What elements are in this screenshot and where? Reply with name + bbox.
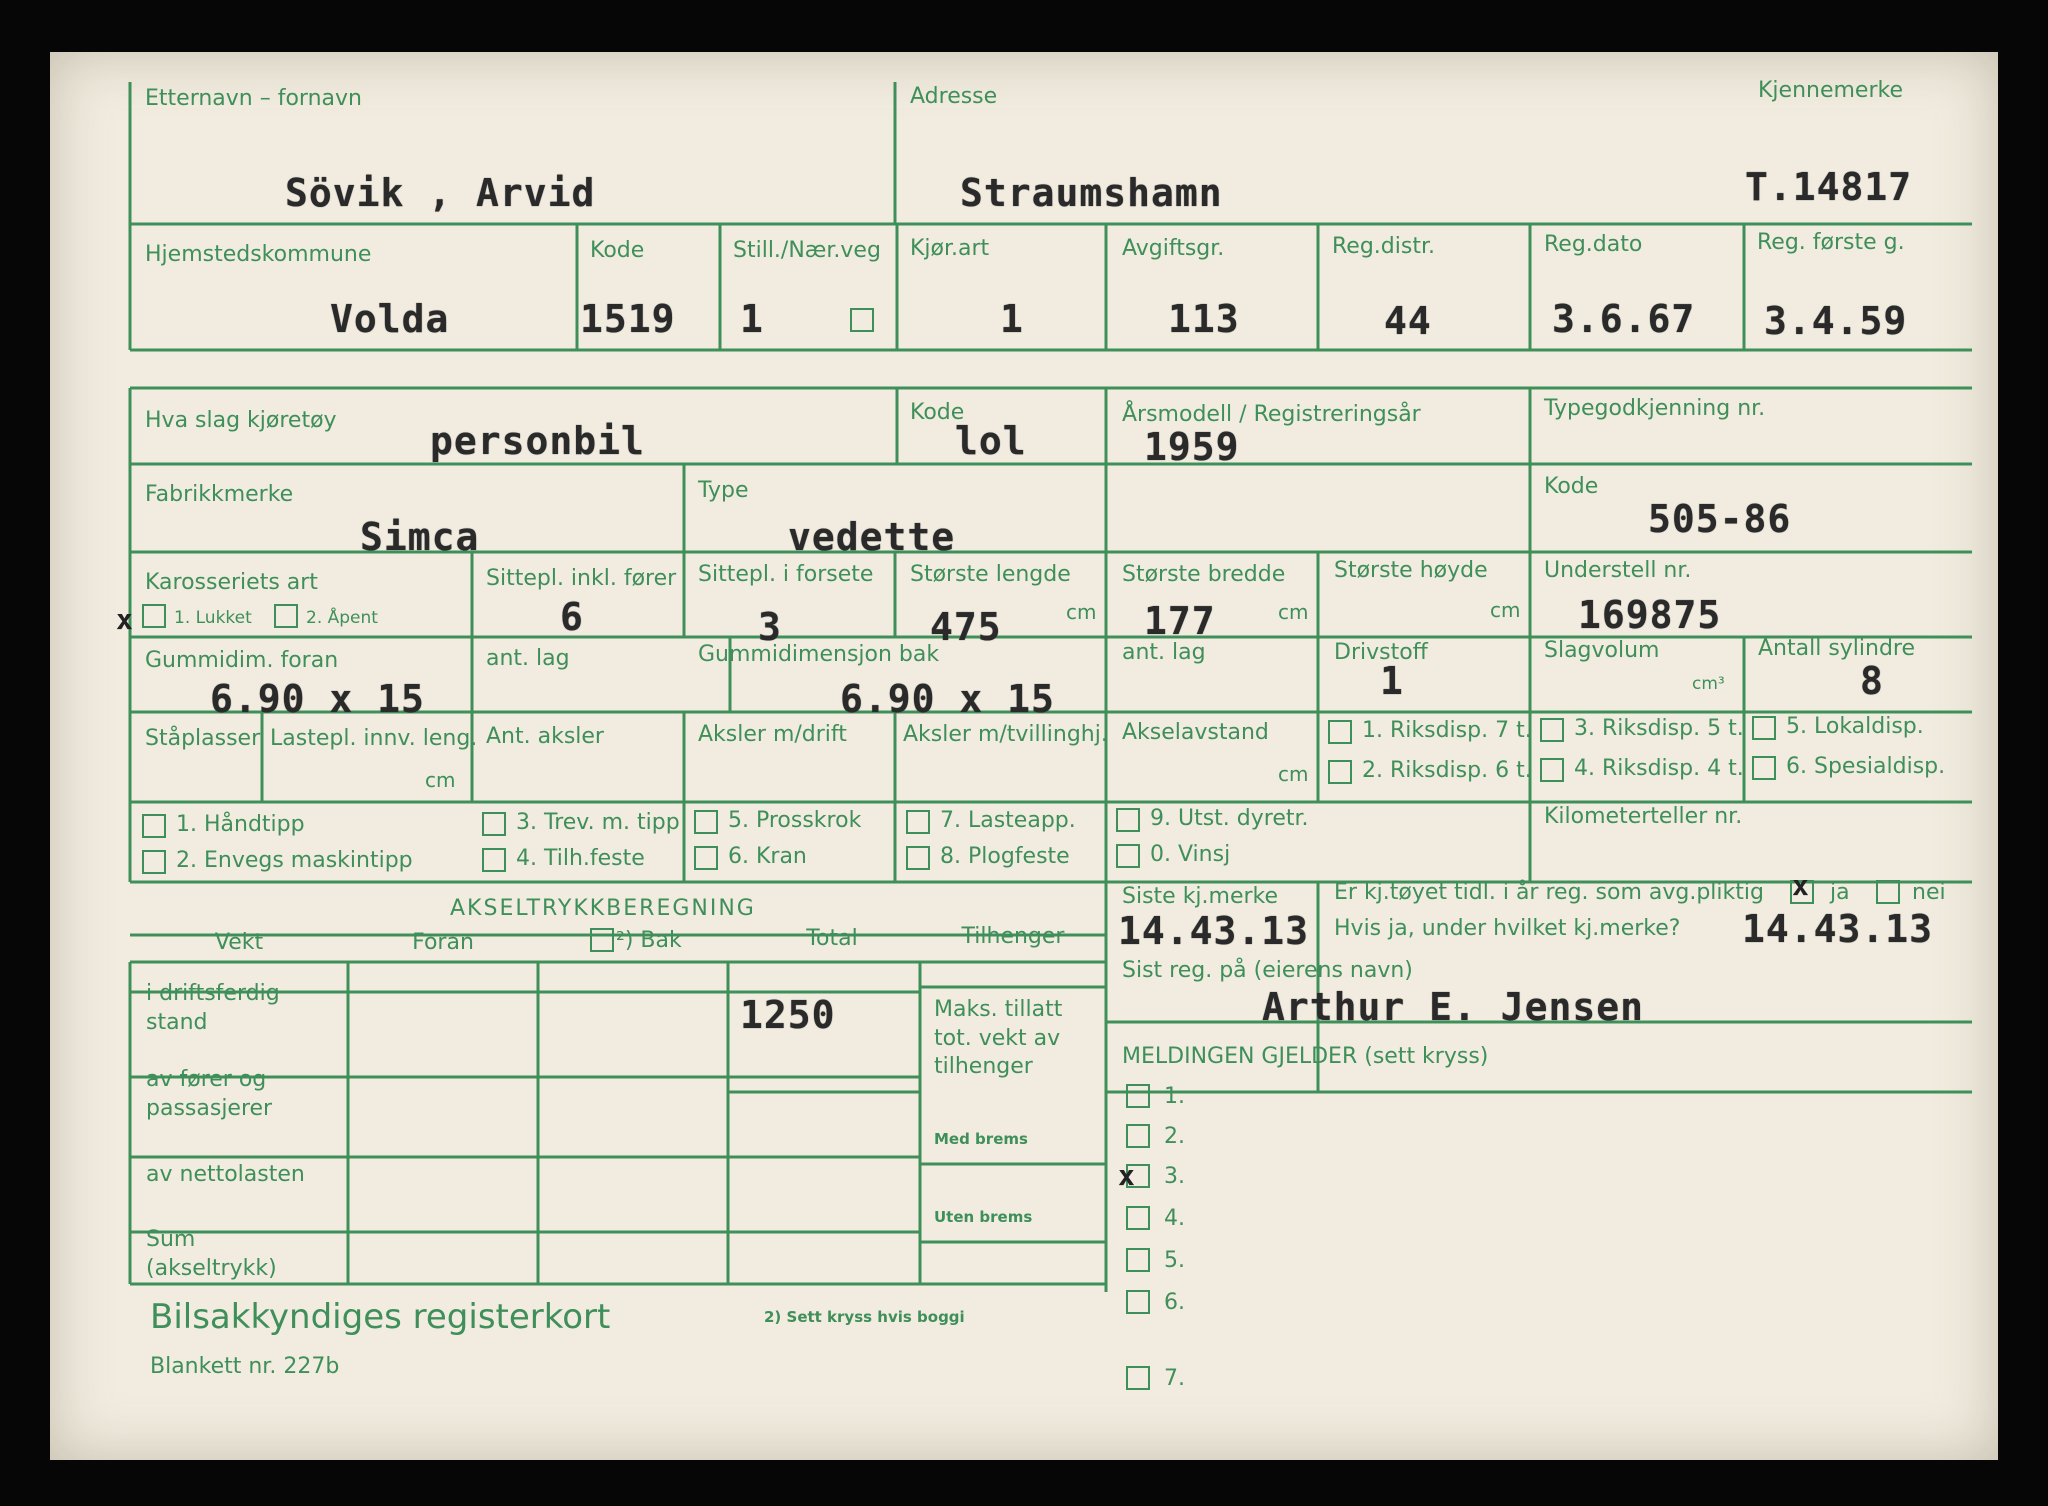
regmark-label: Kjennemerke	[1758, 78, 1903, 103]
front-seats-label: Sittepl. i forsete	[698, 562, 874, 587]
length-unit: cm	[1066, 600, 1097, 624]
eq6-label: 6. Kran	[728, 844, 807, 869]
disp4-label: 4. Riksdisp. 4 t.	[1574, 756, 1744, 781]
axle-col-weight: Vekt	[214, 930, 264, 955]
feegroup-label: Avgiftsgr.	[1122, 236, 1225, 261]
cylinders-label: Antall sylindre	[1758, 636, 1916, 661]
notice-4-checkbox[interactable]	[1126, 1206, 1150, 1230]
wheelbase-label: Akselavstand	[1122, 720, 1269, 745]
footnote: 2) Sett kryss hvis boggi	[764, 1308, 965, 1326]
prev-reg-question: Er kj.tøyet tidl. i år reg. som avg.pliktig	[1334, 880, 1764, 905]
width-label: Største bredde	[1122, 562, 1286, 587]
height-label: Største høyde	[1334, 558, 1488, 583]
footer-form-number: Blankett nr. 227b	[150, 1354, 340, 1379]
driven-axles-label: Aksler m/drift	[698, 722, 847, 747]
code-value: 1519	[580, 297, 676, 341]
eq9-label: 9. Utst. dyretr.	[1150, 806, 1309, 831]
trailer-brake-label: Med brems	[934, 1130, 1028, 1148]
disp4-checkbox[interactable]	[1540, 758, 1564, 782]
displacement-label: Slagvolum	[1544, 638, 1660, 663]
type-label: Type	[698, 478, 749, 503]
last-mark-label: Siste kj.merke	[1122, 884, 1279, 909]
chassis-label: Understell nr.	[1544, 558, 1692, 583]
disp1-label: 1. Riksdisp. 7 t.	[1362, 718, 1532, 743]
axle-table-title: AKSELTRYKKBEREGNING	[450, 896, 756, 921]
type-approval-label: Typegodkjenning nr.	[1544, 396, 1766, 421]
which-mark-value: 14.43.13	[1742, 907, 1934, 951]
regdate-value: 3.6.67	[1552, 297, 1696, 341]
cargo-length-unit: cm	[425, 768, 456, 792]
prev-reg-no-checkbox[interactable]	[1876, 880, 1900, 904]
disp2-checkbox[interactable]	[1328, 760, 1352, 784]
trailer-max-label: Maks. tillatt tot. vekt av tilhenger	[934, 997, 1063, 1080]
firstreg-value: 3.4.59	[1764, 299, 1908, 343]
regmark-value: T.14817	[1745, 165, 1913, 209]
disp1-checkbox[interactable]	[1328, 720, 1352, 744]
surname-label: Etternavn – fornavn	[145, 86, 362, 111]
disp6-label: 6. Spesialdisp.	[1786, 754, 1946, 779]
eq9-checkbox[interactable]	[1116, 808, 1140, 832]
width-unit: cm	[1278, 600, 1309, 624]
notice-1-label: 1.	[1164, 1084, 1185, 1109]
notice-2-label: 2.	[1164, 1124, 1185, 1149]
eq1-checkbox[interactable]	[142, 814, 166, 838]
notice-3-label: 3.	[1164, 1164, 1185, 1189]
eq2-checkbox[interactable]	[142, 850, 166, 874]
wheelbase-unit: cm	[1278, 762, 1309, 786]
address-label: Adresse	[910, 84, 998, 109]
eq2-label: 2. Envegs maskintipp	[176, 848, 413, 873]
notice-6-checkbox[interactable]	[1126, 1290, 1150, 1314]
length-value: 475	[930, 605, 1002, 649]
axle-col-total: Total	[806, 926, 858, 951]
disp3-label: 3. Riksdisp. 5 t.	[1574, 716, 1744, 741]
eq0-label: 0. Vinsj	[1150, 842, 1231, 867]
make-value: Simca	[360, 515, 480, 559]
axle-row-driver: av fører og passasjerer	[146, 1067, 273, 1121]
eq5-label: 5. Prosskrok	[728, 808, 862, 833]
tyre-front-label: Gummidim. foran	[145, 648, 339, 673]
seats-label: Sittepl. inkl. fører	[486, 566, 677, 591]
body-mark: x	[116, 603, 133, 636]
axle-row-net: av nettolasten	[146, 1162, 305, 1187]
disp6-checkbox[interactable]	[1752, 756, 1776, 780]
disp3-checkbox[interactable]	[1540, 718, 1564, 742]
feegroup-value: 113	[1168, 297, 1240, 341]
eq3-checkbox[interactable]	[482, 812, 506, 836]
fuel-value: 1	[1380, 659, 1404, 703]
body-open-label: 2. Åpent	[306, 608, 378, 628]
body-closed-checkbox[interactable]	[142, 604, 166, 628]
axle-total-ready-value: 1250	[740, 993, 836, 1037]
notice-7-checkbox[interactable]	[1126, 1366, 1150, 1390]
ply-rear-label: ant. lag	[1122, 640, 1206, 665]
odometer-label: Kilometerteller nr.	[1544, 804, 1743, 829]
municipality-label: Hjemstedskommune	[145, 242, 372, 267]
drivetype-label: Kjør.art	[910, 236, 990, 261]
length-label: Største lengde	[910, 562, 1071, 587]
name-value: Sövik , Arvid	[285, 171, 596, 215]
vehicle-code-label: Kode	[910, 400, 965, 425]
last-mark-value: 14.43.13	[1118, 909, 1310, 953]
eq4-label: 4. Tilh.feste	[516, 846, 645, 871]
eq7-checkbox[interactable]	[906, 810, 930, 834]
eq7-label: 7. Lasteapp.	[940, 808, 1076, 833]
notice-3-mark: x	[1118, 1159, 1135, 1192]
ply-front-label: ant. lag	[486, 646, 570, 671]
notice-6-label: 6.	[1164, 1290, 1185, 1315]
axle-col-trailer: Tilhenger	[961, 924, 1065, 949]
disp5-checkbox[interactable]	[1752, 716, 1776, 740]
disp2-label: 2. Riksdisp. 6 t.	[1362, 758, 1532, 783]
position-value: 1	[740, 297, 764, 341]
eq3-label: 3. Trev. m. tipp	[516, 810, 680, 835]
vehicle-kind-value: personbil	[430, 419, 645, 463]
vehicle-kind-label: Hva slag kjøretøy	[145, 408, 337, 433]
eq8-label: 8. Plogfeste	[940, 844, 1070, 869]
body-open-checkbox[interactable]	[274, 604, 298, 628]
bogie-checkbox[interactable]	[590, 928, 614, 952]
last-owner-value: Arthur E. Jensen	[1262, 985, 1645, 1029]
prev-reg-mark: x	[1792, 869, 1809, 902]
last-owner-label: Sist reg. på (eierens navn)	[1122, 958, 1413, 983]
axle-col-front: Foran	[412, 930, 474, 955]
disp5-label: 5. Lokaldisp.	[1786, 714, 1924, 739]
body-closed-label: 1. Lukket	[174, 608, 252, 628]
type-code-value: 505-86	[1648, 497, 1792, 541]
body-label: Karosseriets art	[145, 570, 318, 595]
axle-col-rear: ²) Bak	[616, 928, 682, 953]
height-unit: cm	[1490, 598, 1521, 622]
eq1-label: 1. Håndtipp	[176, 812, 305, 837]
footer-title: Bilsakkyndiges registerkort	[150, 1297, 611, 1337]
width-value: 177	[1144, 599, 1216, 643]
position-label: Still./Nær.veg	[733, 238, 881, 263]
eq8-checkbox[interactable]	[906, 846, 930, 870]
front-seats-value: 3	[758, 605, 782, 649]
axles-label: Ant. aksler	[486, 724, 604, 749]
axle-row-ready: i driftsferdig stand	[146, 981, 280, 1035]
model-year-label: Årsmodell / Registreringsår	[1122, 402, 1421, 427]
regdate-label: Reg.dato	[1544, 232, 1643, 257]
regdistrict-value: 44	[1384, 299, 1432, 343]
eq0-checkbox[interactable]	[1116, 844, 1140, 868]
eq5-checkbox[interactable]	[694, 810, 718, 834]
standing-label: Ståplasser	[145, 726, 261, 751]
address-value: Straumshamn	[960, 171, 1223, 215]
fuel-label: Drivstoff	[1334, 640, 1428, 665]
registration-card	[50, 52, 1998, 1460]
model-year-value: 1959	[1144, 425, 1240, 469]
tyre-rear-label: Gummidimensjon bak	[698, 642, 940, 667]
type-code-label: Kode	[1544, 474, 1599, 499]
axle-row-sum: Sum (akseltrykk)	[146, 1227, 277, 1281]
cargo-length-label: Lastepl. innv. leng.	[270, 726, 478, 751]
municipality-value: Volda	[330, 297, 450, 341]
notice-5-checkbox[interactable]	[1126, 1248, 1150, 1272]
firstreg-label: Reg. første g.	[1757, 230, 1905, 255]
notice-5-label: 5.	[1164, 1248, 1185, 1273]
tyre-rear-value: 6.90 x 15	[840, 677, 1055, 721]
make-label: Fabrikkmerke	[145, 482, 294, 507]
prev-reg-yes-label: ja	[1830, 880, 1850, 905]
twin-axles-label: Aksler m/tvillinghj.	[903, 722, 1108, 747]
which-mark-question: Hvis ja, under hvilket kj.merke?	[1334, 916, 1681, 941]
notice-2-checkbox[interactable]	[1126, 1124, 1150, 1148]
code-label: Kode	[590, 238, 645, 263]
seats-value: 6	[560, 595, 584, 639]
notice-7-label: 7.	[1164, 1366, 1185, 1391]
vehicle-code-value: lol	[955, 419, 1027, 463]
tyre-front-value: 6.90 x 15	[210, 677, 425, 721]
eq6-checkbox[interactable]	[694, 846, 718, 870]
cylinders-value: 8	[1860, 659, 1884, 703]
chassis-value: 169875	[1578, 593, 1722, 637]
notice-4-label: 4.	[1164, 1206, 1185, 1231]
notice-label: MELDINGEN GJELDER (sett kryss)	[1122, 1044, 1489, 1069]
trailer-nobrake-label: Uten brems	[934, 1208, 1033, 1226]
prev-reg-no-label: nei	[1912, 880, 1946, 905]
type-value: vedette	[788, 515, 956, 559]
displacement-unit: cm³	[1692, 674, 1725, 694]
regdistrict-label: Reg.distr.	[1332, 234, 1435, 259]
drivetype-value: 1	[1000, 297, 1024, 341]
notice-1-checkbox[interactable]	[1126, 1084, 1150, 1108]
eq4-checkbox[interactable]	[482, 848, 506, 872]
road-checkbox[interactable]	[850, 308, 874, 332]
